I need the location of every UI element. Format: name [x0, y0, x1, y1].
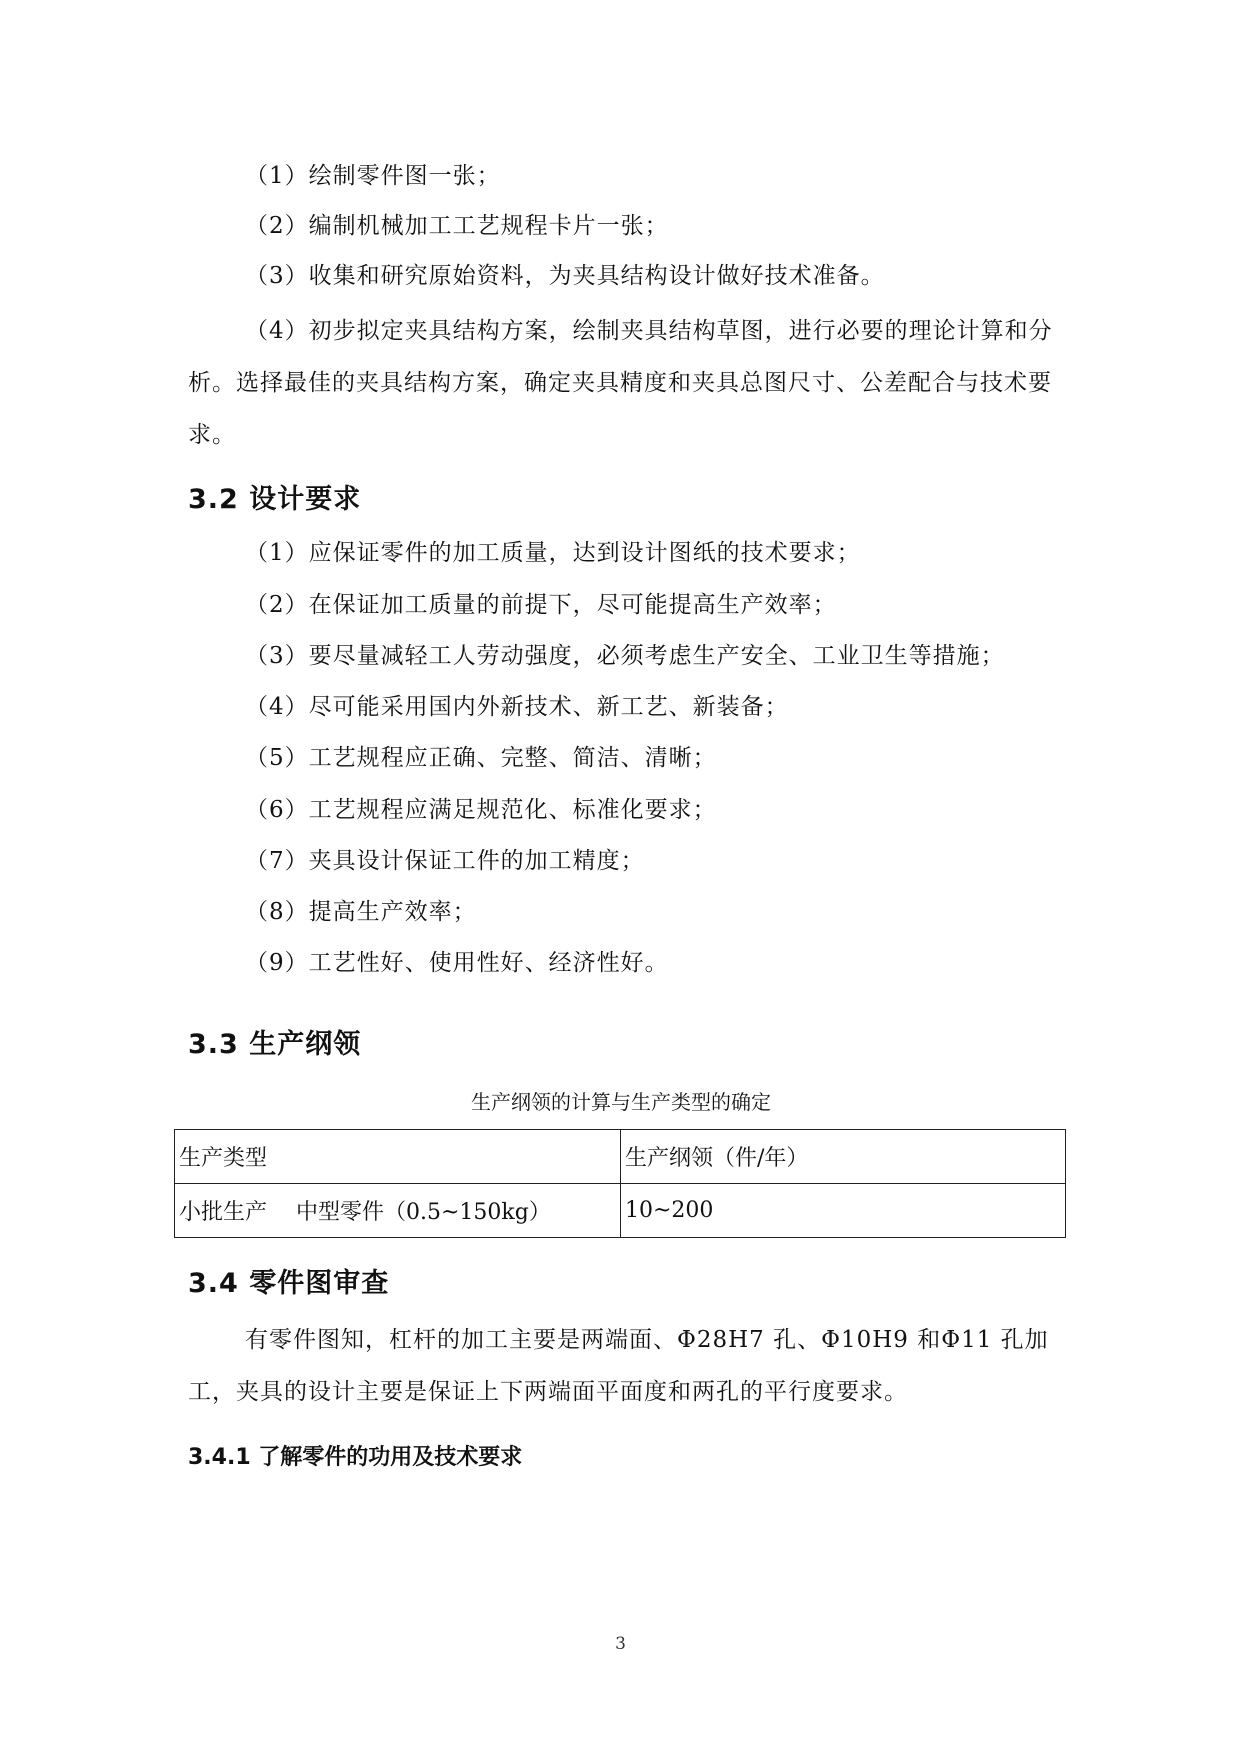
list-item-paragraph: （4）初步拟定夹具结构方案，绘制夹具结构草图，进行必要的理论计算和分析。选择最佳的夹具结构方案，确定夹具精度和夹具总图尺寸、公差配合与技术要求。 — [188, 318, 1053, 448]
table-cell: 10~200 — [621, 1184, 1066, 1238]
table-cell: 小批生产 中型零件（0.5~150kg） — [175, 1184, 621, 1238]
list-item: （8）提高生产效率； — [245, 899, 477, 925]
section-heading: 3.2 设计要求 — [188, 484, 362, 515]
table-header-row — [175, 1130, 1066, 1184]
table-header-cell: 生产纲领（件/年） — [621, 1130, 1066, 1184]
list-item: （5）工艺规程应正确、完整、简洁、清晰； — [245, 745, 717, 771]
list-item: （3）要尽量减轻工人劳动强度，必须考虑生产安全、工业卫生等措施； — [245, 643, 1005, 669]
list-item: （2）编制机械加工工艺规程卡片一张； — [245, 213, 669, 239]
list-item: （3）收集和研究原始资料，为夹具结构设计做好技术准备。 — [245, 263, 885, 289]
section-heading: 3.3 生产纲领 — [188, 1029, 362, 1060]
list-item: （2）在保证加工质量的前提下，尽可能提高生产效率； — [245, 592, 837, 618]
list-item: （6）工艺规程应满足规范化、标准化要求； — [245, 797, 717, 823]
table-header-cell: 生产类型 — [175, 1130, 621, 1184]
list-item: （9）工艺性好、使用性好、经济性好。 — [245, 950, 669, 976]
list-item: （1）绘制零件图一张； — [245, 163, 501, 189]
table-row — [175, 1184, 1066, 1238]
table-caption: 生产纲领的计算与生产类型的确定 — [471, 1090, 771, 1114]
body-paragraph: 有零件图知，杠杆的加工主要是两端面、Φ28H7 孔、Φ10H9 和Φ11 孔加工，夹具的设计主要是保证上下两端面平面度和两孔的平行度要求。 — [188, 1327, 1049, 1405]
list-item: （4）尽可能采用国内外新技术、新工艺、新装备； — [245, 694, 789, 720]
list-item: （7）夹具设计保证工件的加工精度； — [245, 848, 645, 874]
section-heading: 3.4 零件图审查 — [188, 1268, 390, 1299]
subsection-heading: 3.4.1 了解零件的功用及技术要求 — [188, 1445, 523, 1470]
page-number: 3 — [615, 1634, 626, 1654]
list-item: （1）应保证零件的加工质量，达到设计图纸的技术要求； — [245, 540, 861, 566]
production-table — [174, 1129, 1066, 1238]
